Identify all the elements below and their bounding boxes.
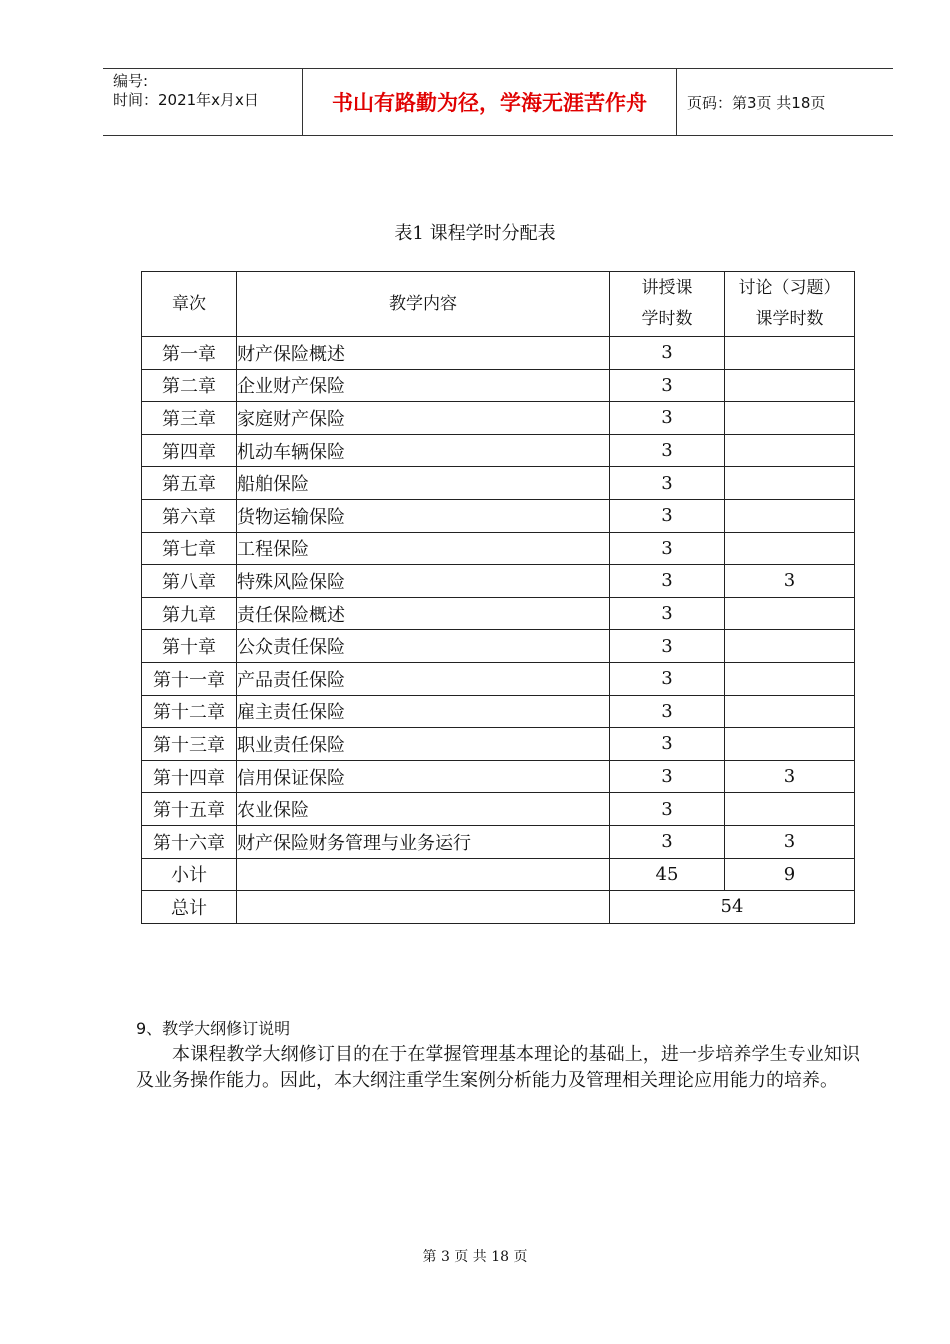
lecture-cell: 3 bbox=[610, 662, 725, 695]
content-cell: 产品责任保险 bbox=[237, 662, 610, 695]
table-row bbox=[142, 630, 855, 663]
subtotal-content-cell bbox=[237, 858, 610, 891]
subtotal-discussion: 9 bbox=[725, 858, 855, 891]
header-lecture-line1: 讲授课 bbox=[641, 278, 693, 298]
content-cell: 雇主责任保险 bbox=[237, 695, 610, 728]
table-row bbox=[142, 532, 855, 565]
chapter-cell: 第十章 bbox=[142, 630, 237, 663]
content-cell: 货物运输保险 bbox=[237, 499, 610, 532]
number-label: 编号: bbox=[113, 72, 149, 90]
discussion-cell bbox=[725, 695, 855, 728]
lecture-cell: 3 bbox=[610, 402, 725, 435]
header-lecture-line2: 学时数 bbox=[641, 309, 693, 329]
content-cell: 信用保证保险 bbox=[237, 760, 610, 793]
page-header bbox=[103, 68, 893, 136]
table-caption: 表1 课程学时分配表 bbox=[394, 223, 556, 244]
lecture-cell: 3 bbox=[610, 728, 725, 761]
discussion-cell bbox=[725, 793, 855, 826]
content-cell: 财产保险概述 bbox=[237, 337, 610, 370]
discussion-cell bbox=[725, 630, 855, 663]
discussion-cell bbox=[725, 662, 855, 695]
header-chapter: 章次 bbox=[142, 272, 237, 337]
lecture-cell: 3 bbox=[610, 434, 725, 467]
discussion-cell bbox=[725, 532, 855, 565]
header-discussion-line2: 课学时数 bbox=[755, 309, 824, 329]
content-cell: 工程保险 bbox=[237, 532, 610, 565]
table-row bbox=[142, 825, 855, 858]
content-cell: 机动车辆保险 bbox=[237, 434, 610, 467]
discussion-cell: 3 bbox=[725, 825, 855, 858]
discussion-cell bbox=[725, 499, 855, 532]
lecture-cell: 3 bbox=[610, 630, 725, 663]
discussion-cell: 3 bbox=[725, 565, 855, 598]
table-row bbox=[142, 565, 855, 598]
total-value: 54 bbox=[610, 891, 855, 924]
chapter-cell: 第四章 bbox=[142, 434, 237, 467]
chapter-cell: 第十五章 bbox=[142, 793, 237, 826]
section-paragraph: 本课程教学大纲修订目的在于在掌握管理基本理论的基础上，进一步培养学生专业知识及业务操作能力。因此，本大纲注重学生案例分析能力及管理相关理论应用能力的培养。 bbox=[136, 1044, 860, 1091]
table-row bbox=[142, 337, 855, 370]
subtotal-label: 小计 bbox=[142, 858, 237, 891]
header-discussion bbox=[725, 272, 855, 337]
discussion-cell bbox=[725, 728, 855, 761]
content-cell: 职业责任保险 bbox=[237, 728, 610, 761]
content-cell: 企业财产保险 bbox=[237, 369, 610, 402]
chapter-cell: 第七章 bbox=[142, 532, 237, 565]
revision-section bbox=[136, 1016, 860, 1094]
header-lecture bbox=[610, 272, 725, 337]
lecture-cell: 3 bbox=[610, 793, 725, 826]
time-label: 时间：2021年x月x日 bbox=[113, 91, 259, 109]
content-cell: 责任保险概述 bbox=[237, 597, 610, 630]
chapter-cell: 第八章 bbox=[142, 565, 237, 598]
table-row bbox=[142, 369, 855, 402]
header-page-info: 页码：第3页 共18页 bbox=[687, 93, 826, 112]
lecture-cell: 3 bbox=[610, 499, 725, 532]
content-cell: 财产保险财务管理与业务运行 bbox=[237, 825, 610, 858]
chapter-cell: 第三章 bbox=[142, 402, 237, 435]
table-row bbox=[142, 695, 855, 728]
total-label: 总计 bbox=[142, 891, 237, 924]
total-row bbox=[142, 891, 855, 924]
chapter-cell: 第十一章 bbox=[142, 662, 237, 695]
table-header-row bbox=[142, 272, 855, 337]
discussion-cell: 3 bbox=[725, 760, 855, 793]
lecture-cell: 3 bbox=[610, 369, 725, 402]
chapter-cell: 第十二章 bbox=[142, 695, 237, 728]
lecture-cell: 3 bbox=[610, 760, 725, 793]
content-cell: 公众责任保险 bbox=[237, 630, 610, 663]
content-cell: 家庭财产保险 bbox=[237, 402, 610, 435]
discussion-cell bbox=[725, 337, 855, 370]
discussion-cell bbox=[725, 467, 855, 500]
table-row bbox=[142, 434, 855, 467]
lecture-cell: 3 bbox=[610, 532, 725, 565]
table-row bbox=[142, 793, 855, 826]
table-row bbox=[142, 597, 855, 630]
content-cell: 特殊风险保险 bbox=[237, 565, 610, 598]
table-row bbox=[142, 499, 855, 532]
lecture-cell: 3 bbox=[610, 565, 725, 598]
chapter-cell: 第十三章 bbox=[142, 728, 237, 761]
discussion-cell bbox=[725, 597, 855, 630]
lecture-cell: 3 bbox=[610, 467, 725, 500]
section-heading: 9、教学大纲修订说明 bbox=[136, 1019, 291, 1038]
lecture-cell: 3 bbox=[610, 825, 725, 858]
header-slogan: 书山有路勤为径，学海无涯苦作舟 bbox=[303, 69, 677, 135]
table-row bbox=[142, 662, 855, 695]
subtotal-row bbox=[142, 858, 855, 891]
table-row bbox=[142, 728, 855, 761]
discussion-cell bbox=[725, 434, 855, 467]
chapter-cell: 第一章 bbox=[142, 337, 237, 370]
chapter-cell: 第二章 bbox=[142, 369, 237, 402]
chapter-cell: 第十六章 bbox=[142, 825, 237, 858]
chapter-cell: 第十四章 bbox=[142, 760, 237, 793]
total-content-cell bbox=[237, 891, 610, 924]
header-content: 教学内容 bbox=[237, 272, 610, 337]
hours-table bbox=[141, 271, 855, 924]
chapter-cell: 第六章 bbox=[142, 499, 237, 532]
lecture-cell: 3 bbox=[610, 337, 725, 370]
content-cell: 船舶保险 bbox=[237, 467, 610, 500]
lecture-cell: 3 bbox=[610, 695, 725, 728]
table-row bbox=[142, 402, 855, 435]
lecture-cell: 3 bbox=[610, 597, 725, 630]
header-meta bbox=[103, 69, 303, 135]
content-cell: 农业保险 bbox=[237, 793, 610, 826]
table-row bbox=[142, 467, 855, 500]
discussion-cell bbox=[725, 369, 855, 402]
chapter-cell: 第九章 bbox=[142, 597, 237, 630]
table-row bbox=[142, 760, 855, 793]
page-footer: 第 3 页 共 18 页 bbox=[422, 1249, 528, 1265]
chapter-cell: 第五章 bbox=[142, 467, 237, 500]
header-discussion-line1: 讨论（习题） bbox=[738, 278, 841, 298]
subtotal-lecture: 45 bbox=[610, 858, 725, 891]
discussion-cell bbox=[725, 402, 855, 435]
